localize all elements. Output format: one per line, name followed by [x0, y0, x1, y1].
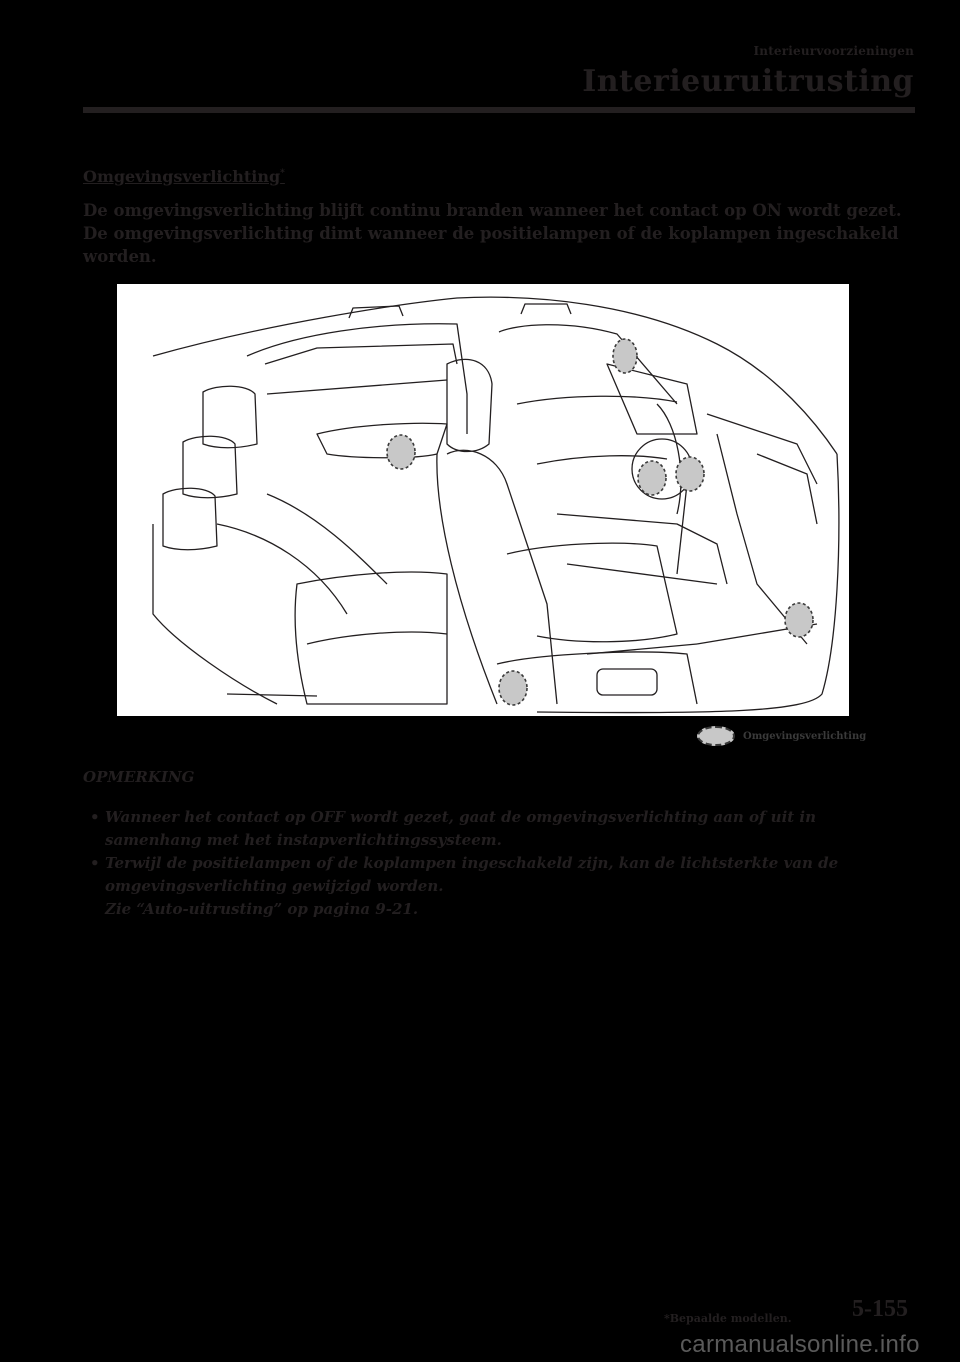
ambient-light-marker-icon [697, 726, 735, 746]
note-item [83, 806, 903, 852]
paragraph: De omgevingsverlichting dimt wanneer de positielampen of de koplampen ingeschakeld worden. [83, 224, 899, 266]
note-line: omgevingsverlichting gewijzigd worden. [105, 877, 444, 895]
page-title: Interieuruitrusting [582, 64, 914, 99]
header-divider [83, 107, 915, 113]
note-line: Terwijl de positielampen of de koplampen ingeschakeld zijn, kan de lichtsterkte van de [105, 854, 839, 872]
paragraph: De omgevingsverlichting blijft continu branden wanneer het contact op ON wordt gezet. [83, 201, 902, 220]
section-heading-text: Omgevingsverlichting [83, 167, 281, 186]
watermark: carmanualsonline.info [680, 1331, 920, 1358]
legend-label: Omgevingsverlichting [743, 730, 867, 742]
page-number: 5-155 [852, 1296, 908, 1322]
bullet-icon: • [90, 854, 100, 872]
note-line: samenhang met het instapverlichtingssysteem. [105, 831, 502, 849]
car-interior-illustration [117, 284, 849, 716]
note-item [83, 852, 903, 921]
bullet-icon: • [90, 808, 100, 826]
footnote-marker: * [280, 168, 285, 179]
note-title: OPMERKING [83, 768, 195, 786]
body-text [83, 199, 913, 268]
footnote: *Bepaalde modellen. [664, 1312, 792, 1325]
figure-legend [697, 726, 866, 746]
note-cross-reference: Zie “Auto-uitrusting” op pagina 9-21. [105, 900, 419, 918]
header-section-title: Interieurvoorzieningen [753, 44, 914, 58]
note-list [83, 806, 903, 921]
note-line: Wanneer het contact op OFF wordt gezet, gaat de omgevingsverlichting aan of uit in [105, 808, 817, 826]
section-heading [83, 167, 285, 186]
